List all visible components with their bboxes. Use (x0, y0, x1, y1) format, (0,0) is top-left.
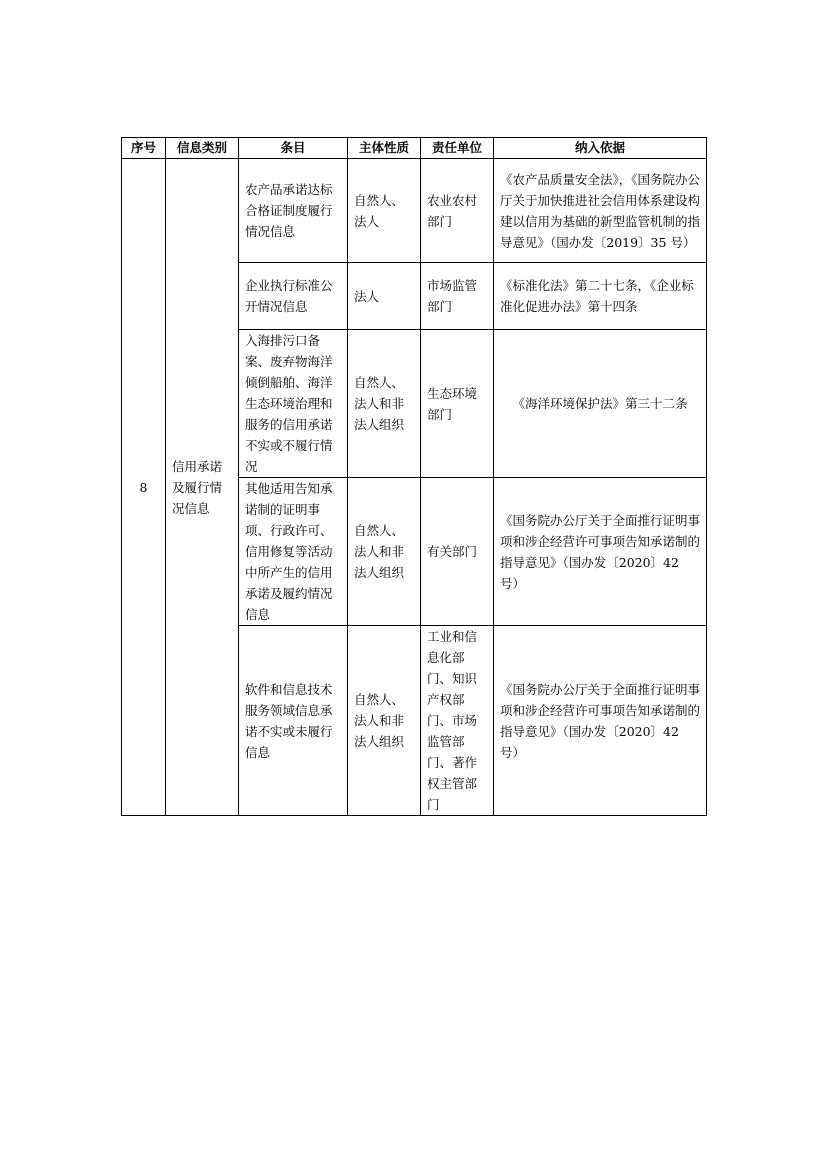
item-text: 入海排污口备案、废弃物海洋倾倒船舶、海洋生态环境治理和服务的信用承诺不实或不履行情况 (245, 333, 333, 474)
item-cell (239, 478, 348, 626)
item-text: 农产品承诺达标合格证制度履行情况信息 (245, 182, 333, 239)
subject-text: 自然人、法人和非法人组织 (354, 375, 405, 432)
responsible-text: 农业农村部门 (427, 192, 478, 229)
basis-cell (494, 263, 707, 330)
item-text: 软件和信息技术服务领域信息承诺不实或未履行信息 (245, 681, 333, 760)
table-header-row (122, 138, 707, 159)
seq-cell: 8 (122, 159, 166, 816)
subject-cell (348, 478, 421, 626)
subject-cell (348, 263, 421, 330)
responsible-cell (421, 478, 494, 626)
basis-text: 《国务院办公厅关于全面推行证明事项和涉企经营许可事项告知承诺制的指导意见》（国办发〔2020〕42 号） (500, 681, 701, 760)
table-row (122, 159, 707, 263)
subject-cell (348, 330, 421, 478)
basis-text: 《海洋环境保护法》第三十二条 (512, 396, 688, 411)
header-responsible: 责任单位 (421, 138, 494, 159)
category-cell (166, 159, 239, 816)
item-cell (239, 626, 348, 816)
header-seq: 序号 (122, 138, 166, 159)
responsible-cell (421, 330, 494, 478)
responsible-cell (421, 263, 494, 330)
responsible-cell (421, 159, 494, 263)
subject-text: 自然人、法人和非法人组织 (354, 692, 405, 749)
basis-text: 《农产品质量安全法》，《国务院办公厅关于加快推进社会信用体系建设构建以信用为基础的新型监管机制的指导意见》（国办发〔2019〕35 号） (500, 171, 701, 250)
subject-cell (348, 159, 421, 263)
item-cell (239, 263, 348, 330)
basis-text: 《标准化法》第二十七条，《企业标准化促进办法》第十四条 (500, 278, 694, 314)
header-item: 条目 (239, 138, 348, 159)
item-text: 企业执行标准公开情况信息 (245, 278, 333, 314)
category-text: 信用承诺及履行情况信息 (172, 458, 223, 516)
header-category: 信息类别 (166, 138, 239, 159)
responsible-text: 有关部门 (427, 544, 478, 559)
subject-cell (348, 626, 421, 816)
header-subject: 主体性质 (348, 138, 421, 159)
basis-cell (494, 478, 707, 626)
responsible-cell (421, 626, 494, 816)
responsible-text: 工业和信息化部门、知识产权部门、市场监管部门、著作权主管部门 (427, 629, 478, 812)
item-cell (239, 330, 348, 478)
item-text: 其他适用告知承诺制的证明事项、行政许可、信用修复等活动中所产生的信用承诺及履约情况信息 (245, 481, 333, 622)
responsible-text: 生态环境部门 (427, 385, 478, 422)
item-cell (239, 159, 348, 263)
basis-cell (494, 626, 707, 816)
basis-text: 《国务院办公厅关于全面推行证明事项和涉企经营许可事项告知承诺制的指导意见》（国办发〔2020〕42 号） (500, 512, 701, 591)
credit-info-table (121, 137, 707, 816)
responsible-text: 市场监管部门 (427, 278, 478, 314)
basis-cell (494, 330, 707, 478)
subject-text: 法人 (354, 288, 380, 304)
subject-text: 自然人、法人 (354, 192, 405, 229)
header-basis: 纳入依据 (494, 138, 707, 159)
basis-cell (494, 159, 707, 263)
subject-text: 自然人、法人和非法人组织 (354, 523, 405, 580)
